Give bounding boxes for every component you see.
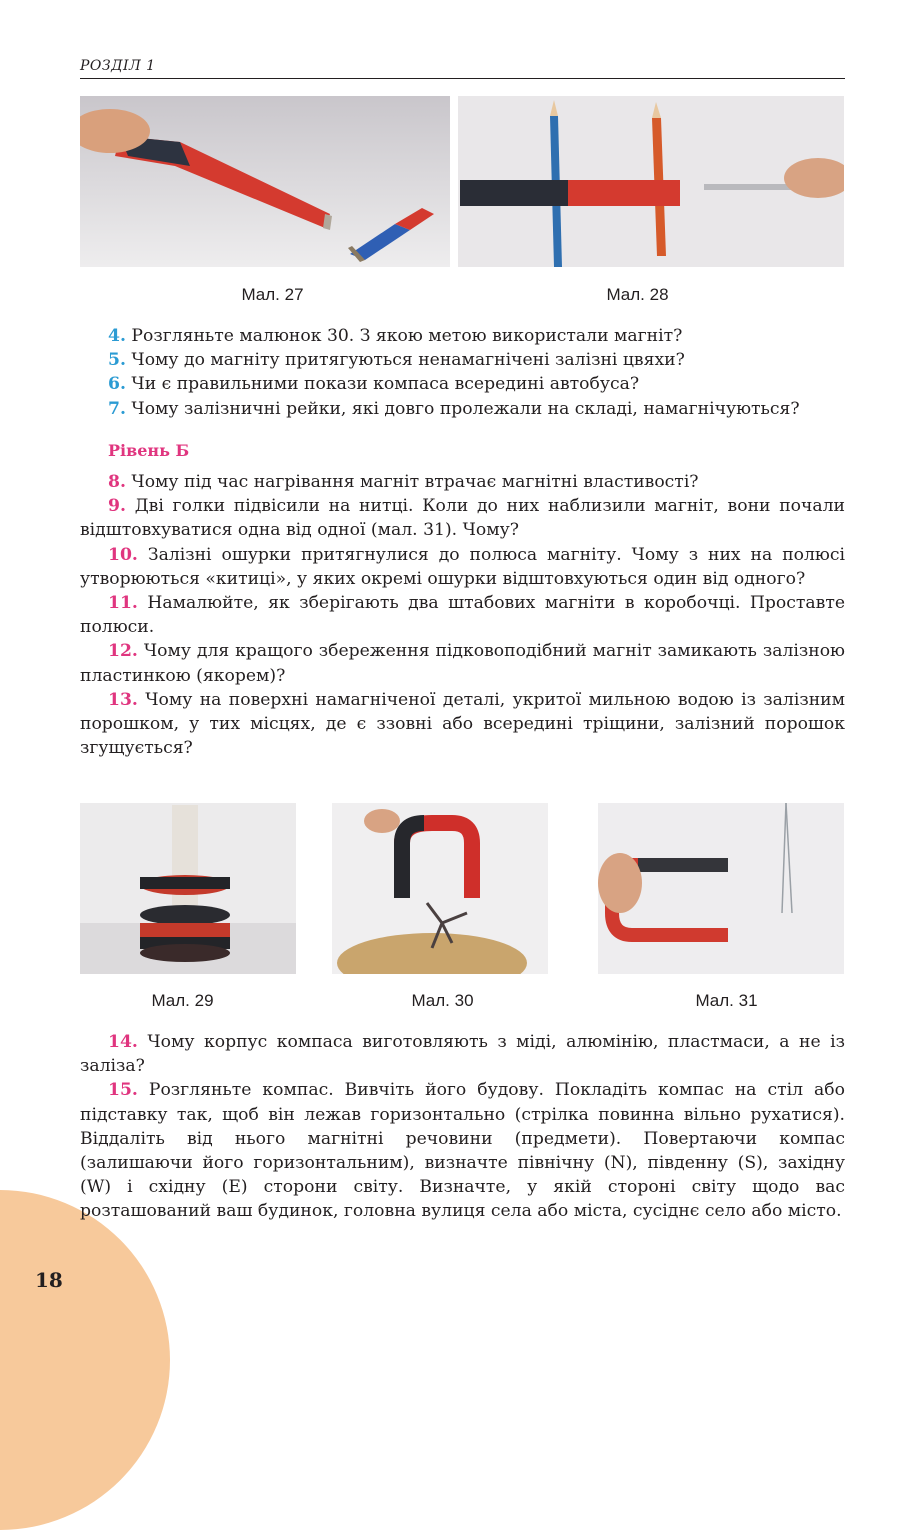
question-item — [80, 324, 845, 348]
question-text: Чому до магніту притягуються ненамагнічені залізні цвяхи? — [131, 350, 685, 371]
question-text: Намалюйте, як зберігають два штабових магніти в коробочці. Проставте полюси. — [80, 593, 845, 638]
figure-30-caption: Мал. 30 — [411, 991, 474, 1010]
question-item — [80, 372, 845, 396]
question-text: Розгляньте малюнок 30. З якою метою використали магніт? — [131, 326, 683, 346]
page-corner-decoration — [0, 1190, 170, 1530]
question-number: 15. — [108, 1080, 138, 1101]
figure-31-caption: Мал. 31 — [695, 991, 758, 1010]
question-text: Чому корпус компаса виготовляють з міді, алюмінію, пластмаси, а не із заліза? — [80, 1032, 846, 1077]
figure-29-caption: Мал. 29 — [151, 991, 214, 1010]
question-text: Чому під час нагрівання магніт втрачає магнітні властивості? — [131, 472, 699, 492]
figure-28-caption: Мал. 28 — [606, 285, 669, 304]
question-text: Залізні ошурки притягнулися до полюса магніту. Чому з них на полюсі утворюються «китиці», у яких окремі ошурки відштовхуються один від одного? — [80, 544, 846, 589]
page-number: 18 — [35, 1268, 63, 1292]
question-text: Чому для кращого збереження підковоподібний магніт замикають залізною пластинкою (якорем)? — [80, 641, 846, 686]
question-text: Чому на поверхні намагніченої деталі, укритої мильною водою із залізним порошком, у тих місцях, де є ззовні або всередині тріщини, залізний порошок згущується? — [80, 689, 845, 759]
question-item — [80, 591, 845, 639]
question-item — [80, 688, 845, 761]
figure-29-photo — [80, 803, 296, 974]
question-number: 12. — [108, 641, 138, 662]
figure-30-photo — [332, 803, 548, 974]
figure-27-photo — [80, 96, 450, 267]
question-number: 4. — [108, 326, 126, 346]
question-text: Дві голки підвісили на нитці. Коли до них наблизили магніт, вони почали відштовхуватися одна від одної (мал. 31). Чому? — [80, 496, 846, 541]
figure-27-caption: Мал. 27 — [241, 285, 304, 304]
questions-level-a — [80, 324, 845, 421]
question-text: Розгляньте компас. Вивчіть його будову. Покладіть компас на стіл або підставку так, щоб він лежав горизонтально (стрілка повинна вільно рухатися). Віддаліть від нього магнітні речовини (предмети). Повертаючи компас (залишаючи його горизонтальним), визначте північну (N), південну (S), західну (W) і східну (E) сторони світу. Визначте, у якій стороні світу щодо вас розташований ваш будинок, головна вулиця села або міста, сусіднє село або місто. — [80, 1080, 845, 1222]
question-item — [80, 543, 845, 591]
question-item — [80, 1078, 845, 1223]
question-number: 10. — [108, 544, 138, 565]
question-number: 14. — [108, 1032, 138, 1052]
question-text: Чому залізничні рейки, які довго пролежали на складі, намагнічуються? — [131, 398, 800, 419]
question-item — [80, 470, 845, 494]
question-number: 5. — [108, 350, 126, 371]
figure-28-photo — [458, 96, 844, 267]
questions-level-b — [80, 470, 845, 760]
question-text: Чи є правильними покази компаса всередині автобуса? — [131, 374, 640, 395]
question-item — [80, 639, 845, 687]
question-number: 6. — [108, 374, 126, 395]
question-number: 8. — [108, 472, 126, 492]
figure-31-photo — [598, 803, 844, 974]
question-item — [80, 397, 845, 421]
section-header: РОЗДІЛ 1 — [80, 58, 845, 79]
question-item — [80, 494, 845, 542]
question-item — [80, 348, 845, 372]
level-b-heading: Рівень Б — [108, 441, 190, 460]
question-number: 7. — [108, 398, 126, 419]
question-number: 13. — [108, 689, 138, 710]
question-number: 11. — [108, 593, 138, 614]
questions-continued — [80, 1030, 845, 1224]
question-item — [80, 1030, 845, 1078]
question-number: 9. — [108, 496, 126, 517]
